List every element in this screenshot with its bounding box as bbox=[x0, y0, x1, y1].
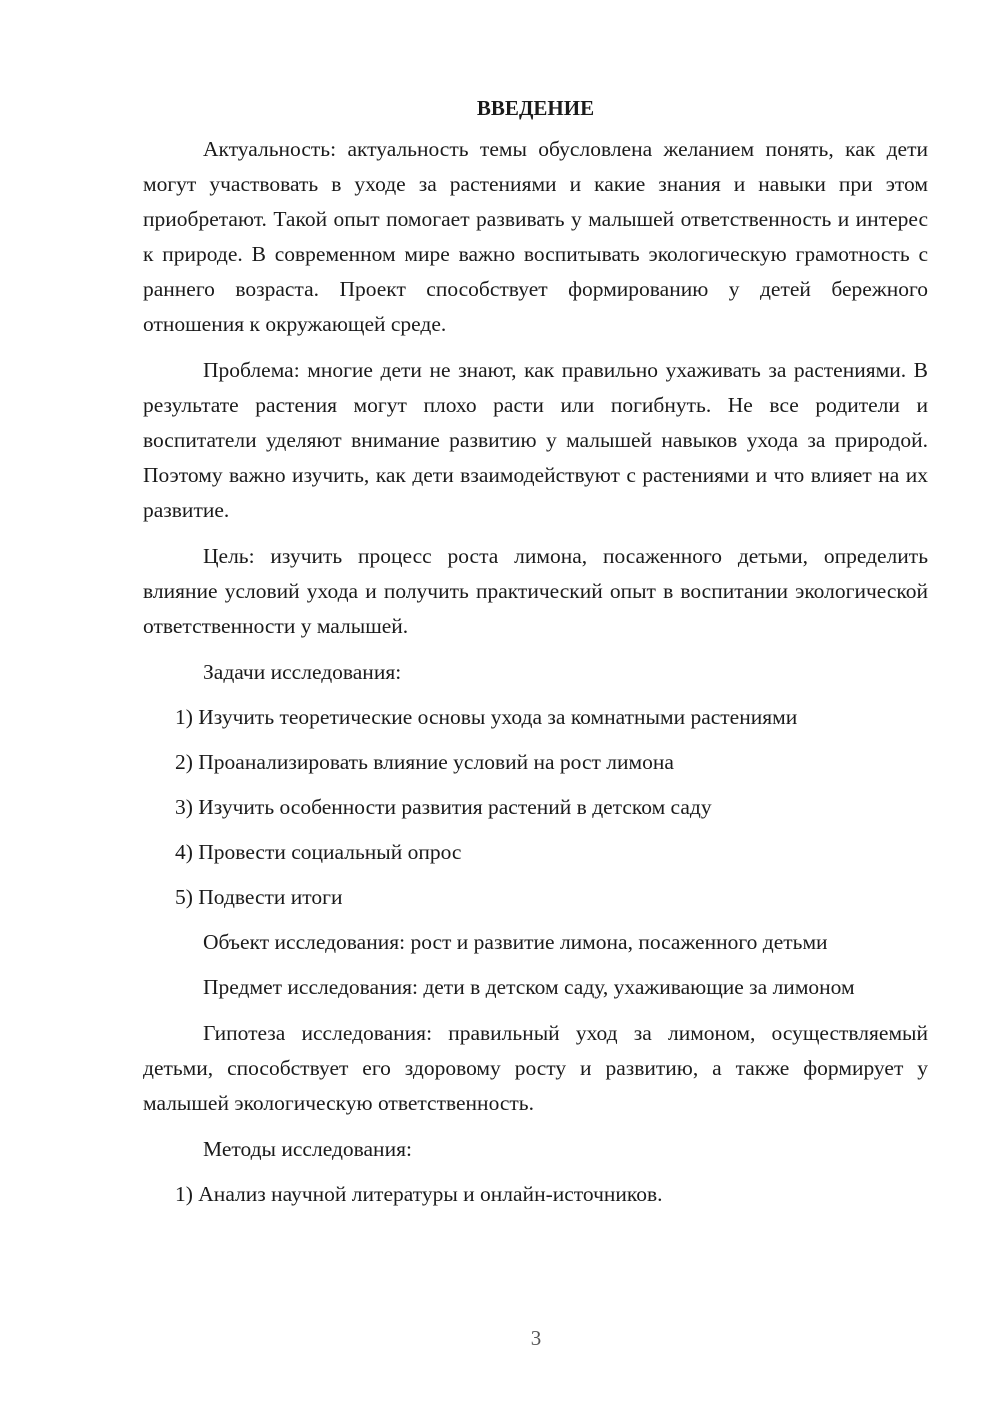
page-number: 3 bbox=[530, 1326, 542, 1350]
object-line: Объект исследования: рост и развитие лимона, посаженного детьми bbox=[203, 930, 828, 954]
section-title: ВВЕДЕНИЕ bbox=[476, 96, 595, 120]
task-item: 5) Подвести итоги bbox=[175, 885, 343, 909]
method-item: 1) Анализ научной литературы и онлайн-источников. bbox=[175, 1182, 663, 1206]
problem-paragraph: Проблема: многие дети не знают, как правильно ухаживать за растениями. В результате растения могут плохо расти или погибнуть. Не все родители и воспитатели уделяют внимание развитию у малышей навыков ухода за природой. Поэтому важно изучить, как дети взаимодействуют с растениями и что влияет на их развитие. bbox=[143, 358, 928, 522]
tasks-heading: Задачи исследования: bbox=[203, 660, 402, 684]
task-item: 2) Проанализировать влияние условий на рост лимона bbox=[175, 750, 674, 774]
relevance-paragraph: Актуальность: актуальность темы обусловлена желанием понять, как дети могут участвовать в уходе за растениями и какие знания и навыки при этом приобретают. Такой опыт помогает развивать у малышей ответственность и интерес к природе. В современном мире важно воспитывать экологическую грамотность с раннего возраста. Проект способствует формированию у детей бережного отношения к окружающей среде. bbox=[143, 137, 928, 336]
methods-heading: Методы исследования: bbox=[203, 1137, 412, 1161]
hypothesis-paragraph: Гипотеза исследования: правильный уход за лимоном, осуществляемый детьми, способствует его здоровому росту и развитию, а также формирует у малышей экологическую ответственность. bbox=[143, 1021, 928, 1115]
document-body bbox=[143, 91, 928, 1222]
task-item: 4) Провести социальный опрос bbox=[175, 840, 462, 864]
goal-paragraph: Цель: изучить процесс роста лимона, посаженного детьми, определить влияние условий ухода и получить практический опыт в воспитании экологической ответственности у малышей. bbox=[143, 544, 928, 638]
task-item: 1) Изучить теоретические основы ухода за комнатными растениями bbox=[175, 705, 798, 729]
task-item: 3) Изучить особенности развития растений в детском саду bbox=[175, 795, 712, 819]
subject-paragraph: Предмет исследования: дети в детском саду, ухаживающие за лимоном bbox=[203, 975, 855, 999]
